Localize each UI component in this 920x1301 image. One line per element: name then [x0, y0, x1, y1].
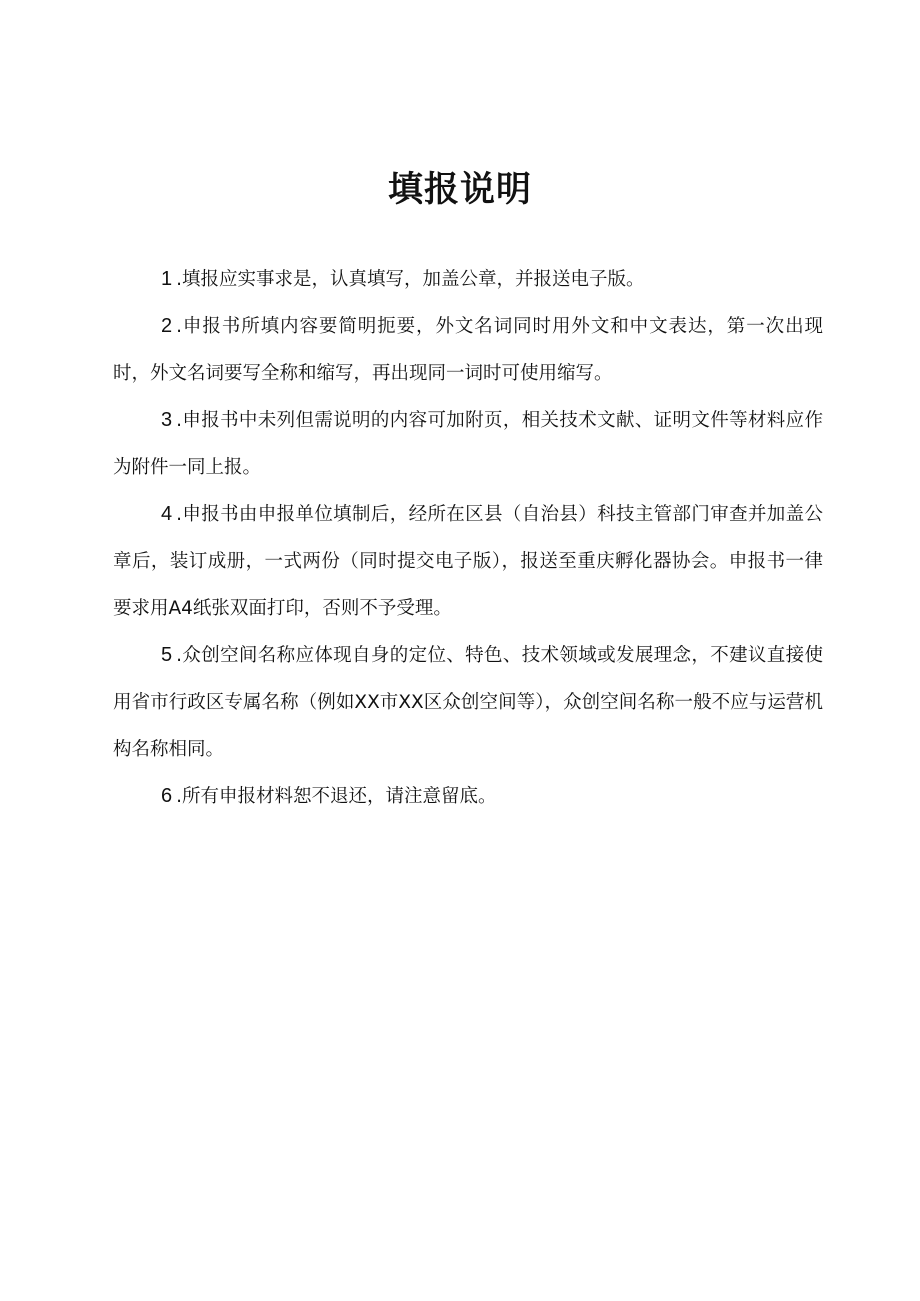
item-number: 6 — [161, 785, 173, 807]
page-title: 填报说明 — [387, 170, 532, 211]
instruction-item-5 — [113, 632, 823, 773]
item-number: 5 — [161, 644, 173, 666]
instruction-item-1 — [113, 256, 823, 303]
item-text: .众创空间名称应体现自身的定位、特色、技术领域或发展理念，不建议直接使用省市行政区专属名称（例如XX市XX区众创空间等），众创空间名称一般不应与运营机构名称相同。 — [113, 645, 823, 760]
item-text: .所有申报材料恕不退还，请注意留底。 — [176, 786, 497, 807]
instruction-item-4 — [113, 491, 823, 632]
item-text: .申报书中未列但需说明的内容可加附页，相关技术文献、证明文件等材料应作为附件一同上报。 — [113, 410, 823, 478]
instruction-list — [113, 256, 823, 820]
item-number: 2 — [161, 315, 173, 337]
instruction-item-2 — [113, 303, 823, 397]
instruction-item-6 — [113, 773, 823, 820]
instruction-item-3 — [113, 397, 823, 491]
item-number: 4 — [161, 503, 173, 525]
item-text: .申报书由申报单位填制后，经所在区县（自治县）科技主管部门审查并加盖公章后，装订成册，一式两份（同时提交电子版），报送至重庆孵化器协会。申报书一律要求用A4纸张双面打印，否则不予受理。 — [113, 504, 823, 619]
item-text: .申报书所填内容要简明扼要，外文名词同时用外文和中文表达，第一次出现时，外文名词要写全称和缩写，再出现同一词时可使用缩写。 — [113, 316, 823, 384]
item-text: .填报应实事求是，认真填写，加盖公章，并报送电子版。 — [176, 269, 645, 290]
item-number: 3 — [161, 409, 173, 431]
item-number: 1 — [161, 268, 173, 290]
